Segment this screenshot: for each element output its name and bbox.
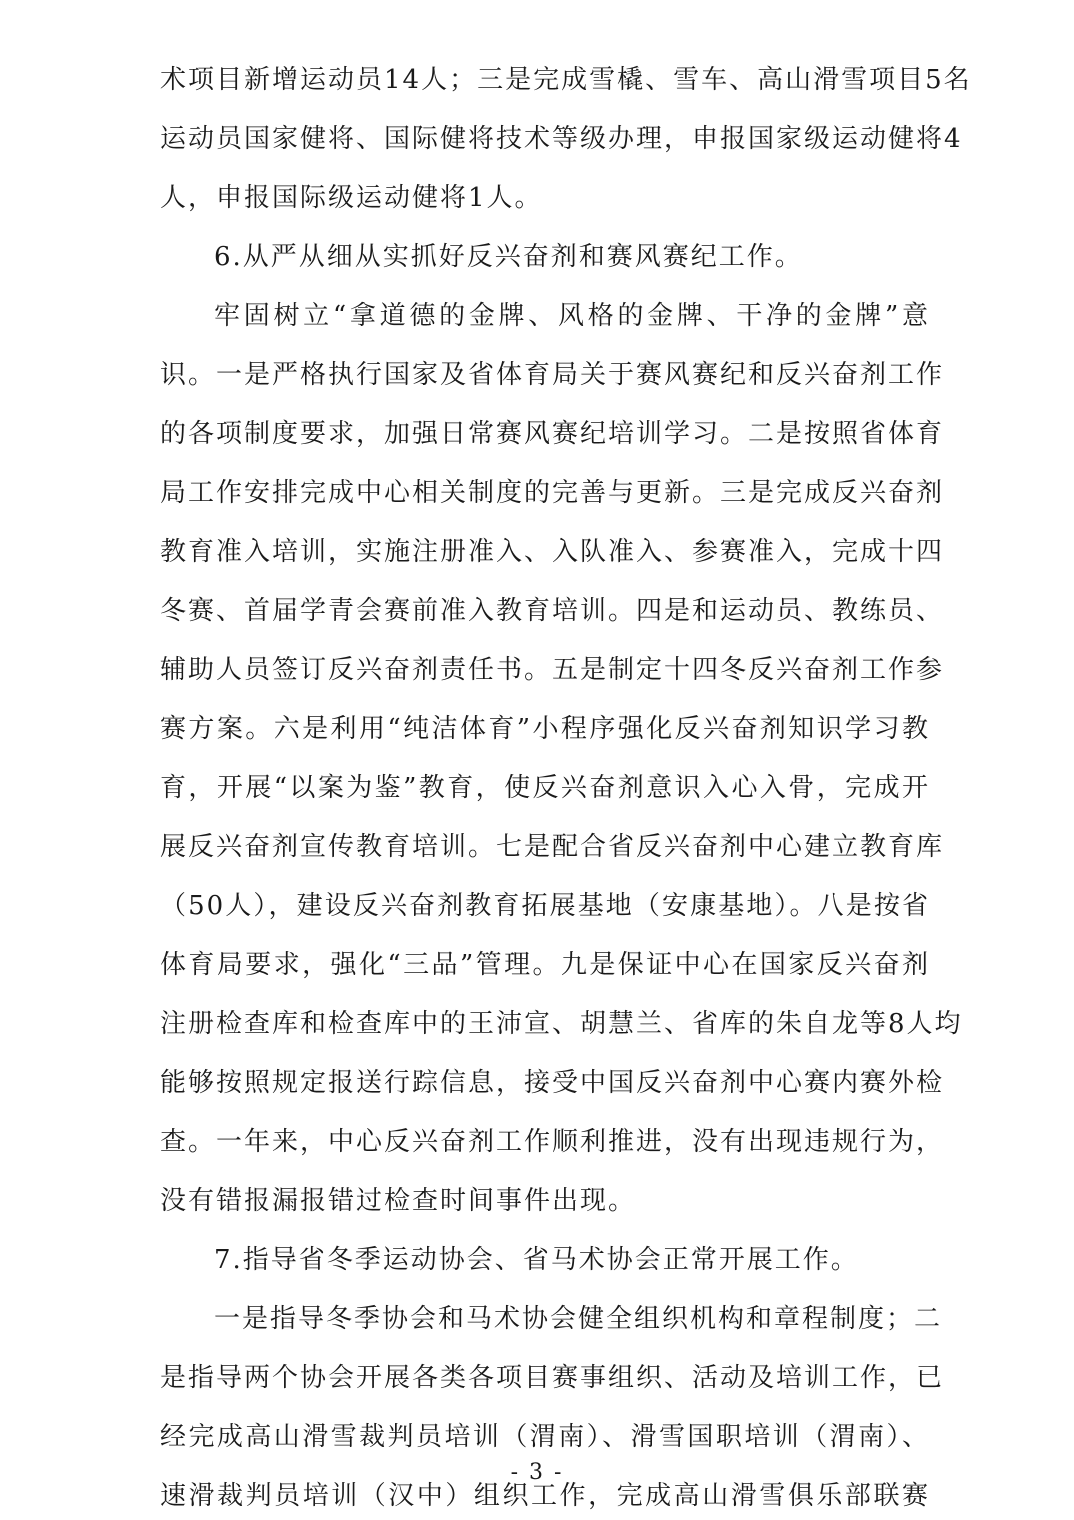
text-line: 局工作安排完成中心相关制度的完善与更新。三是完成反兴奋剂 bbox=[160, 478, 945, 508]
text-line: 赛方案。六是利用“纯洁体育”小程序强化反兴奋剂知识学习教 bbox=[160, 714, 930, 744]
text-line: 速滑裁判员培训（汉中）组织工作，完成高山滑雪俱乐部联赛 bbox=[160, 1481, 930, 1511]
text-line: 人，申报国际级运动健将1人。 bbox=[160, 183, 543, 213]
text-line: 育，开展“以案为鉴”教育，使反兴奋剂意识入心入骨，完成开 bbox=[160, 773, 930, 803]
page-number: - 3 - bbox=[510, 1460, 564, 1485]
text-line: 教育准入培训，实施注册准入、入队准入、参赛准入，完成十四 bbox=[160, 537, 945, 567]
text-line: 能够按照规定报送行踪信息，接受中国反兴奋剂中心赛内赛外检 bbox=[160, 1068, 945, 1098]
text-line: 运动员国家健将、国际健将技术等级办理，申报国家级运动健将4 bbox=[160, 124, 963, 154]
text-line: （50人），建设反兴奋剂教育拓展基地（安康基地）。八是按省 bbox=[160, 891, 930, 921]
section-heading: 6.从严从细从实抓好反兴奋剂和赛风赛纪工作。 bbox=[214, 242, 803, 272]
text-line: 是指导两个协会开展各类各项目赛事组织、活动及培训工作，已 bbox=[160, 1363, 945, 1393]
section-heading: 7.指导省冬季运动协会、省马术协会正常开展工作。 bbox=[214, 1245, 859, 1275]
text-line: 注册检查库和检查库中的王沛宣、胡慧兰、省库的朱自龙等8人均 bbox=[160, 1009, 963, 1039]
text-line: 一是指导冬季协会和马术协会健全组织机构和章程制度；二 bbox=[214, 1304, 943, 1334]
text-line: 辅助人员签订反兴奋剂责任书。五是制定十四冬反兴奋剂工作参 bbox=[160, 655, 945, 685]
text-line: 术项目新增运动员14人；三是完成雪橇、雪车、高山滑雪项目5名 bbox=[160, 65, 972, 95]
text-line: 查。一年来，中心反兴奋剂工作顺利推进，没有出现违规行为， bbox=[160, 1127, 945, 1157]
text-line: 识。一是严格执行国家及省体育局关于赛风赛纪和反兴奋剂工作 bbox=[160, 360, 945, 390]
text-line: 冬赛、首届学青会赛前准入教育培训。四是和运动员、教练员、 bbox=[160, 596, 945, 626]
text-line: 体育局要求，强化“三品”管理。九是保证中心在国家反兴奋剂 bbox=[160, 950, 930, 980]
text-line: 经完成高山滑雪裁判员培训（渭南）、滑雪国职培训（渭南）、 bbox=[160, 1422, 930, 1452]
text-line: 展反兴奋剂宣传教育培训。七是配合省反兴奋剂中心建立教育库 bbox=[160, 832, 945, 862]
text-line: 没有错报漏报错过检查时间事件出现。 bbox=[160, 1186, 637, 1216]
text-line: 的各项制度要求，加强日常赛风赛纪培训学习。二是按照省体育 bbox=[160, 419, 945, 449]
text-line: 牢固树立“拿道德的金牌、风格的金牌、干净的金牌”意 bbox=[214, 301, 930, 331]
